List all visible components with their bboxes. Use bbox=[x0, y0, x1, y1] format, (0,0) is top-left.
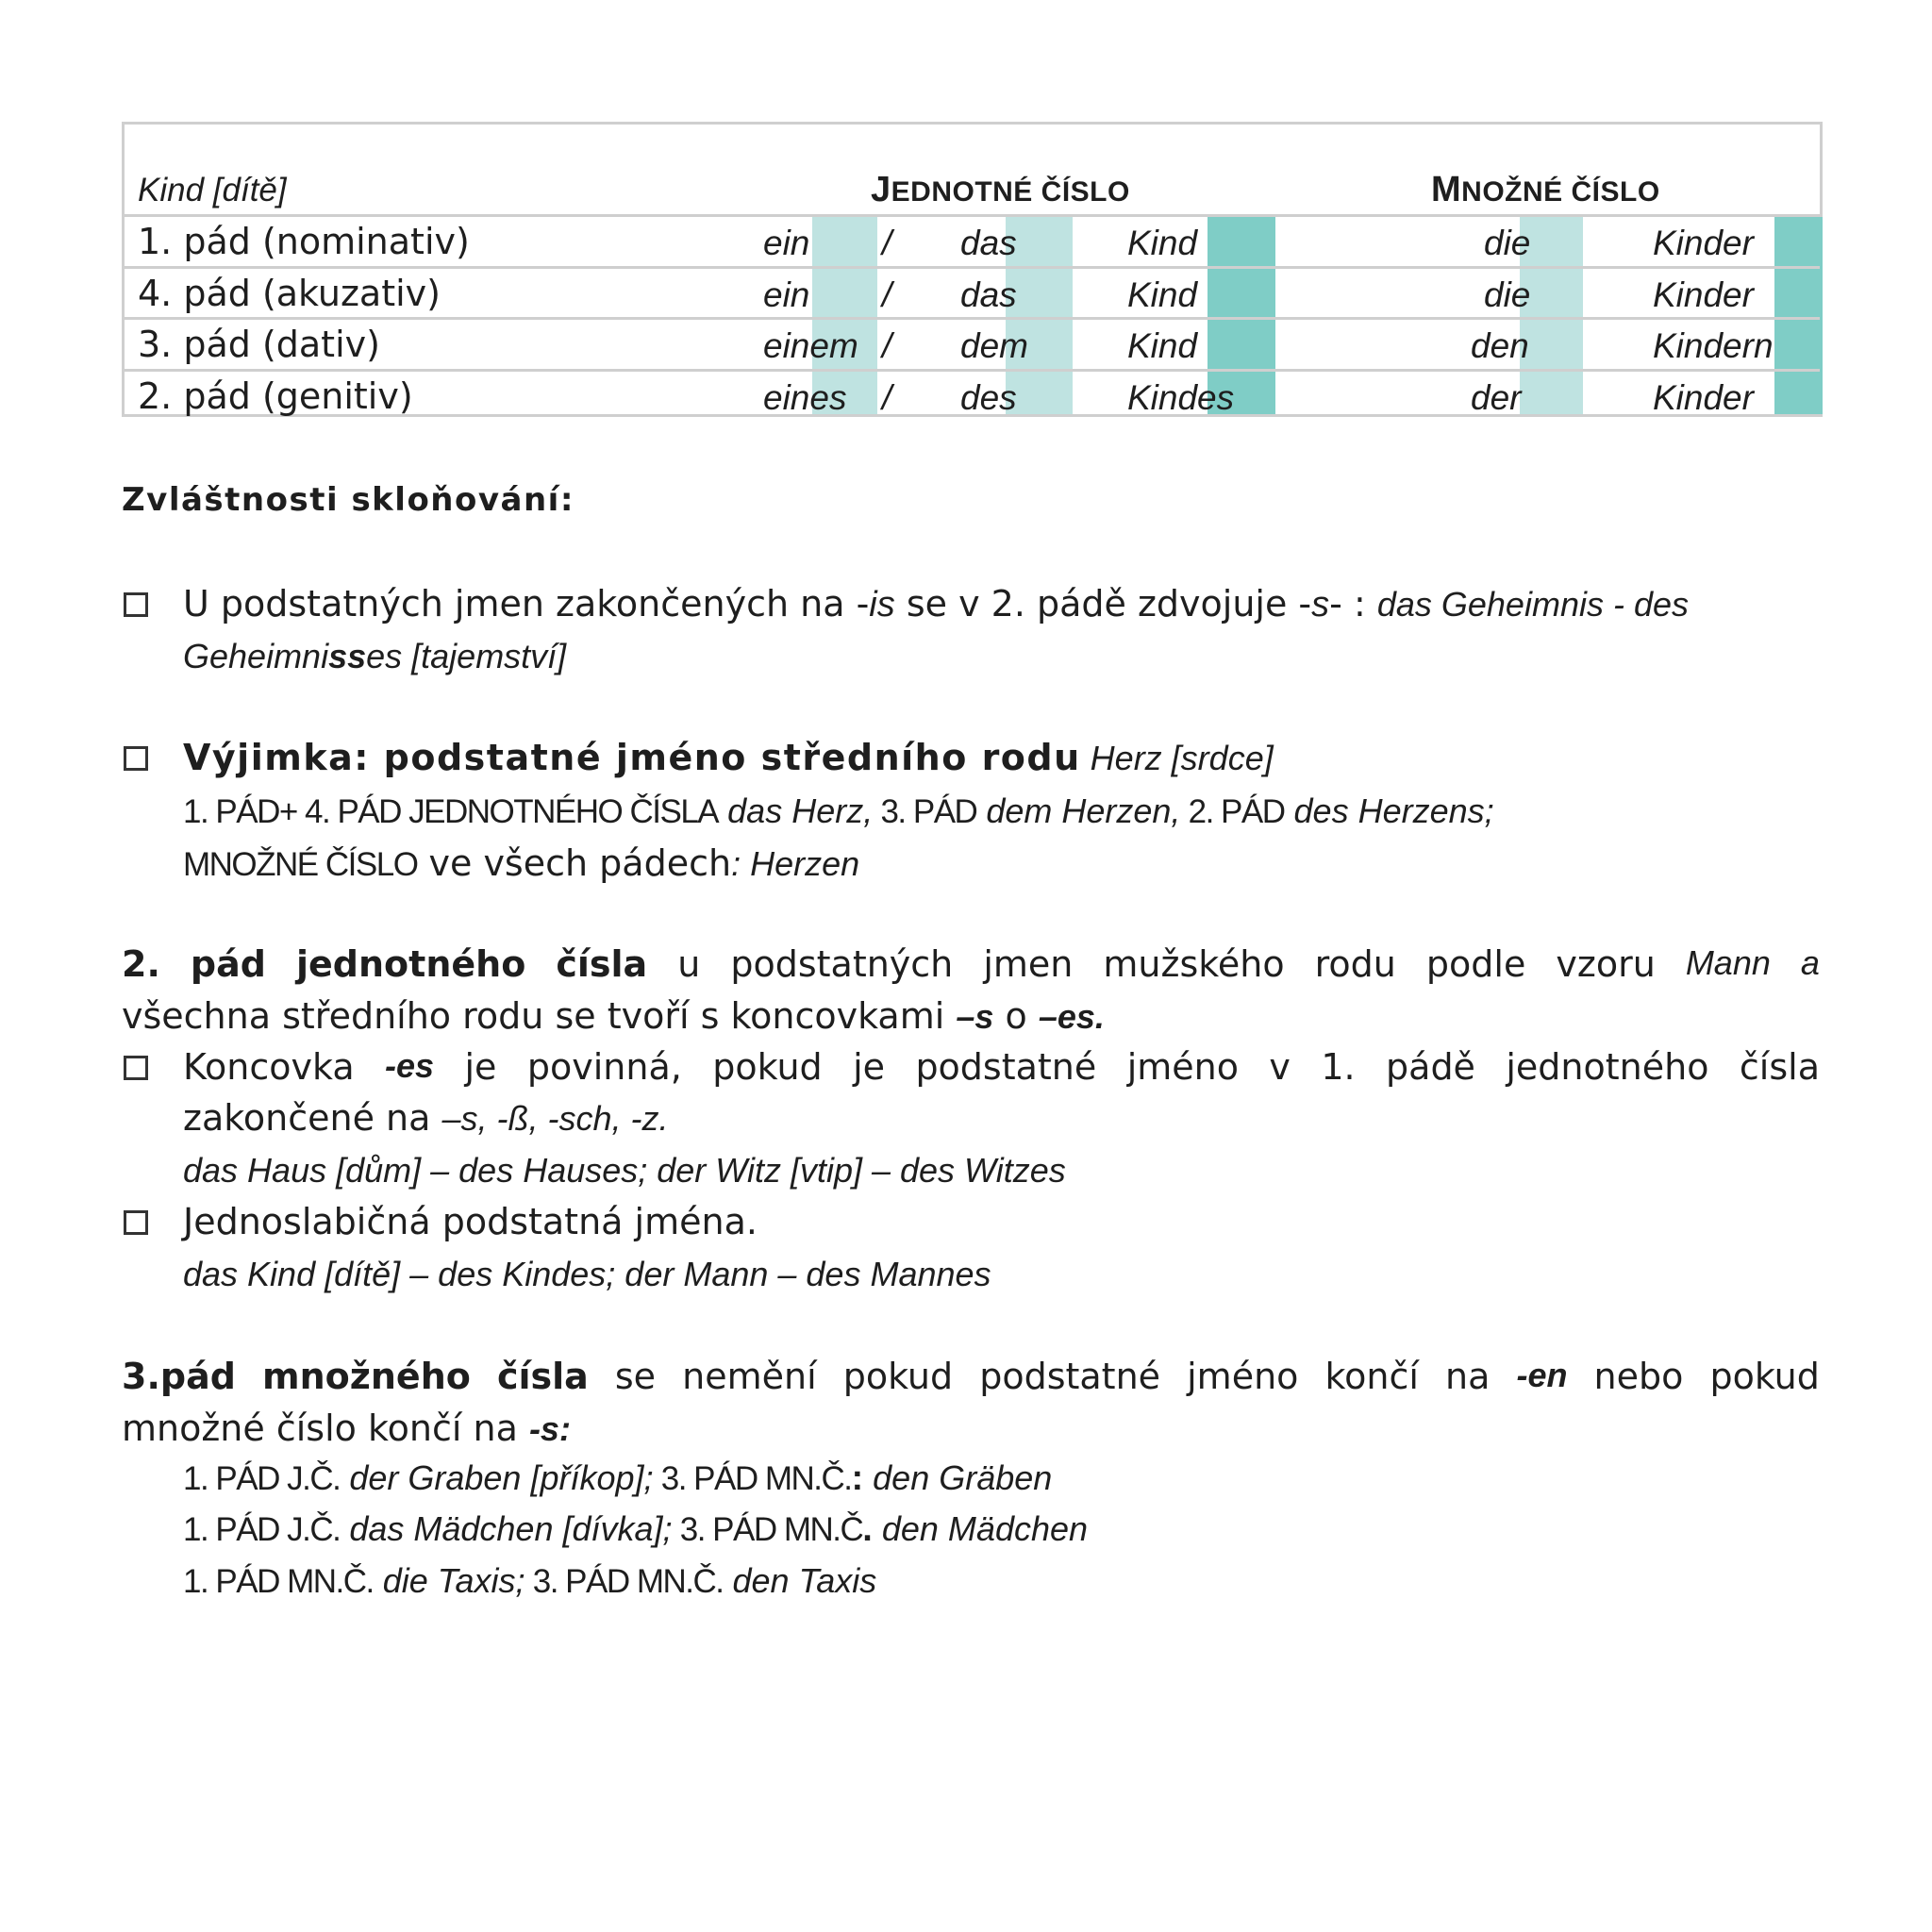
monosyllabic-example: das Kind [dítě] – des Kindes; der Mann – des Mannes bbox=[183, 1255, 991, 1293]
case-label: 2. pád (genitiv) bbox=[138, 375, 413, 417]
noun-singular: Kind bbox=[1127, 275, 1198, 314]
exception-heading: Výjimka: podstatné jméno středního rodu Herz [srdce] bbox=[183, 737, 1274, 778]
def-article: das bbox=[960, 224, 1017, 262]
checkbox-icon bbox=[124, 1056, 148, 1080]
row-divider bbox=[125, 317, 1820, 320]
declension-table bbox=[122, 122, 1823, 417]
case-label: 1. pád (nominativ) bbox=[138, 221, 470, 262]
header-singular: JEDNOTNÉ ČÍSLO bbox=[871, 170, 1130, 209]
checkbox-icon bbox=[124, 592, 148, 617]
noun-plural: Kindern bbox=[1653, 326, 1774, 365]
row-divider bbox=[125, 369, 1820, 372]
es-ending-example: das Haus [dům] – des Hauses; der Witz [vtip] – des Witzes bbox=[183, 1151, 1066, 1190]
es-ending-rule: Koncovka -es je povinná, pokud je podstatné jméno v 1. pádě jednotného čísla bbox=[183, 1046, 1820, 1088]
exception-singular: 1. PÁD+ 4. PÁD JEDNOTNÉHO ČÍSLA das Herz, 3. PÁD dem Herzen, 2. PÁD des Herzens; bbox=[183, 791, 1494, 830]
genitive-rule-cont: všechna středního rodu se tvoří s koncovkami –s o –es. bbox=[122, 995, 1105, 1037]
genitive-rule: 2. pád jednotného čísla u podstatných jmen mužského rodu podle vzoru Mann a bbox=[122, 943, 1820, 985]
noun-plural: Kinder bbox=[1653, 224, 1754, 262]
slash: / bbox=[882, 275, 892, 314]
case-label: 4. pád (akuzativ) bbox=[138, 273, 441, 314]
def-article: das bbox=[960, 275, 1017, 314]
noun-singular: Kind bbox=[1127, 326, 1198, 365]
plural-article: die bbox=[1484, 275, 1531, 314]
section-heading: Zvláštnosti skloňování: bbox=[122, 481, 575, 519]
table-title: Kind [dítě] bbox=[138, 172, 287, 208]
example-taxis: 1. PÁD MN.Č. die Taxis; 3. PÁD MN.Č. den Taxis bbox=[183, 1561, 877, 1600]
dative-plural-rule: 3.pád množného čísla se nemění pokud podstatné jméno končí na -en nebo pokud bbox=[122, 1356, 1820, 1397]
noun-singular: Kindes bbox=[1127, 378, 1235, 417]
plural-article: die bbox=[1484, 224, 1531, 262]
checkbox-icon bbox=[124, 746, 148, 771]
es-ending-rule-cont: zakončené na –s, -ß, -sch, -z. bbox=[183, 1097, 669, 1139]
exception-plural: MNOŽNÉ ČÍSLO ve všech pádech: Herzen bbox=[183, 842, 860, 884]
indef-article: ein bbox=[763, 275, 810, 314]
def-article: des bbox=[960, 378, 1017, 417]
checkbox-icon bbox=[124, 1210, 148, 1235]
indef-article: ein bbox=[763, 224, 810, 262]
noun-plural: Kinder bbox=[1653, 378, 1754, 417]
dative-plural-rule-cont: množné číslo končí na -s: bbox=[122, 1407, 571, 1449]
slash: / bbox=[882, 224, 892, 262]
highlight-pl-noun bbox=[1774, 217, 1823, 414]
noun-singular: Kind bbox=[1127, 224, 1198, 262]
indef-article: einem bbox=[763, 326, 858, 365]
slash: / bbox=[882, 378, 892, 417]
rule-is-example: Geheimnisses [tajemství] bbox=[183, 637, 567, 675]
def-article: dem bbox=[960, 326, 1028, 365]
slash: / bbox=[882, 326, 892, 365]
example-graben: 1. PÁD J.Č. der Graben [příkop]; 3. PÁD MN.Č.: den Gräben bbox=[183, 1458, 1053, 1498]
example-maedchen: 1. PÁD J.Č. das Mädchen [dívka]; 3. PÁD MN.Č. den Mädchen bbox=[183, 1509, 1089, 1549]
indef-article: eines bbox=[763, 378, 847, 417]
case-label: 3. pád (dativ) bbox=[138, 324, 380, 365]
plural-article: den bbox=[1471, 326, 1529, 365]
row-divider bbox=[125, 266, 1820, 269]
header-plural: MNOŽNÉ ČÍSLO bbox=[1431, 170, 1660, 209]
row-divider bbox=[125, 214, 1820, 217]
plural-article: der bbox=[1471, 378, 1522, 417]
rule-is-ending: U podstatných jmen zakončených na -is se v 2. pádě zdvojuje -s- : das Geheimnis - des bbox=[183, 583, 1689, 625]
noun-plural: Kinder bbox=[1653, 275, 1754, 314]
monosyllabic-rule: Jednoslabičná podstatná jména. bbox=[183, 1201, 758, 1242]
